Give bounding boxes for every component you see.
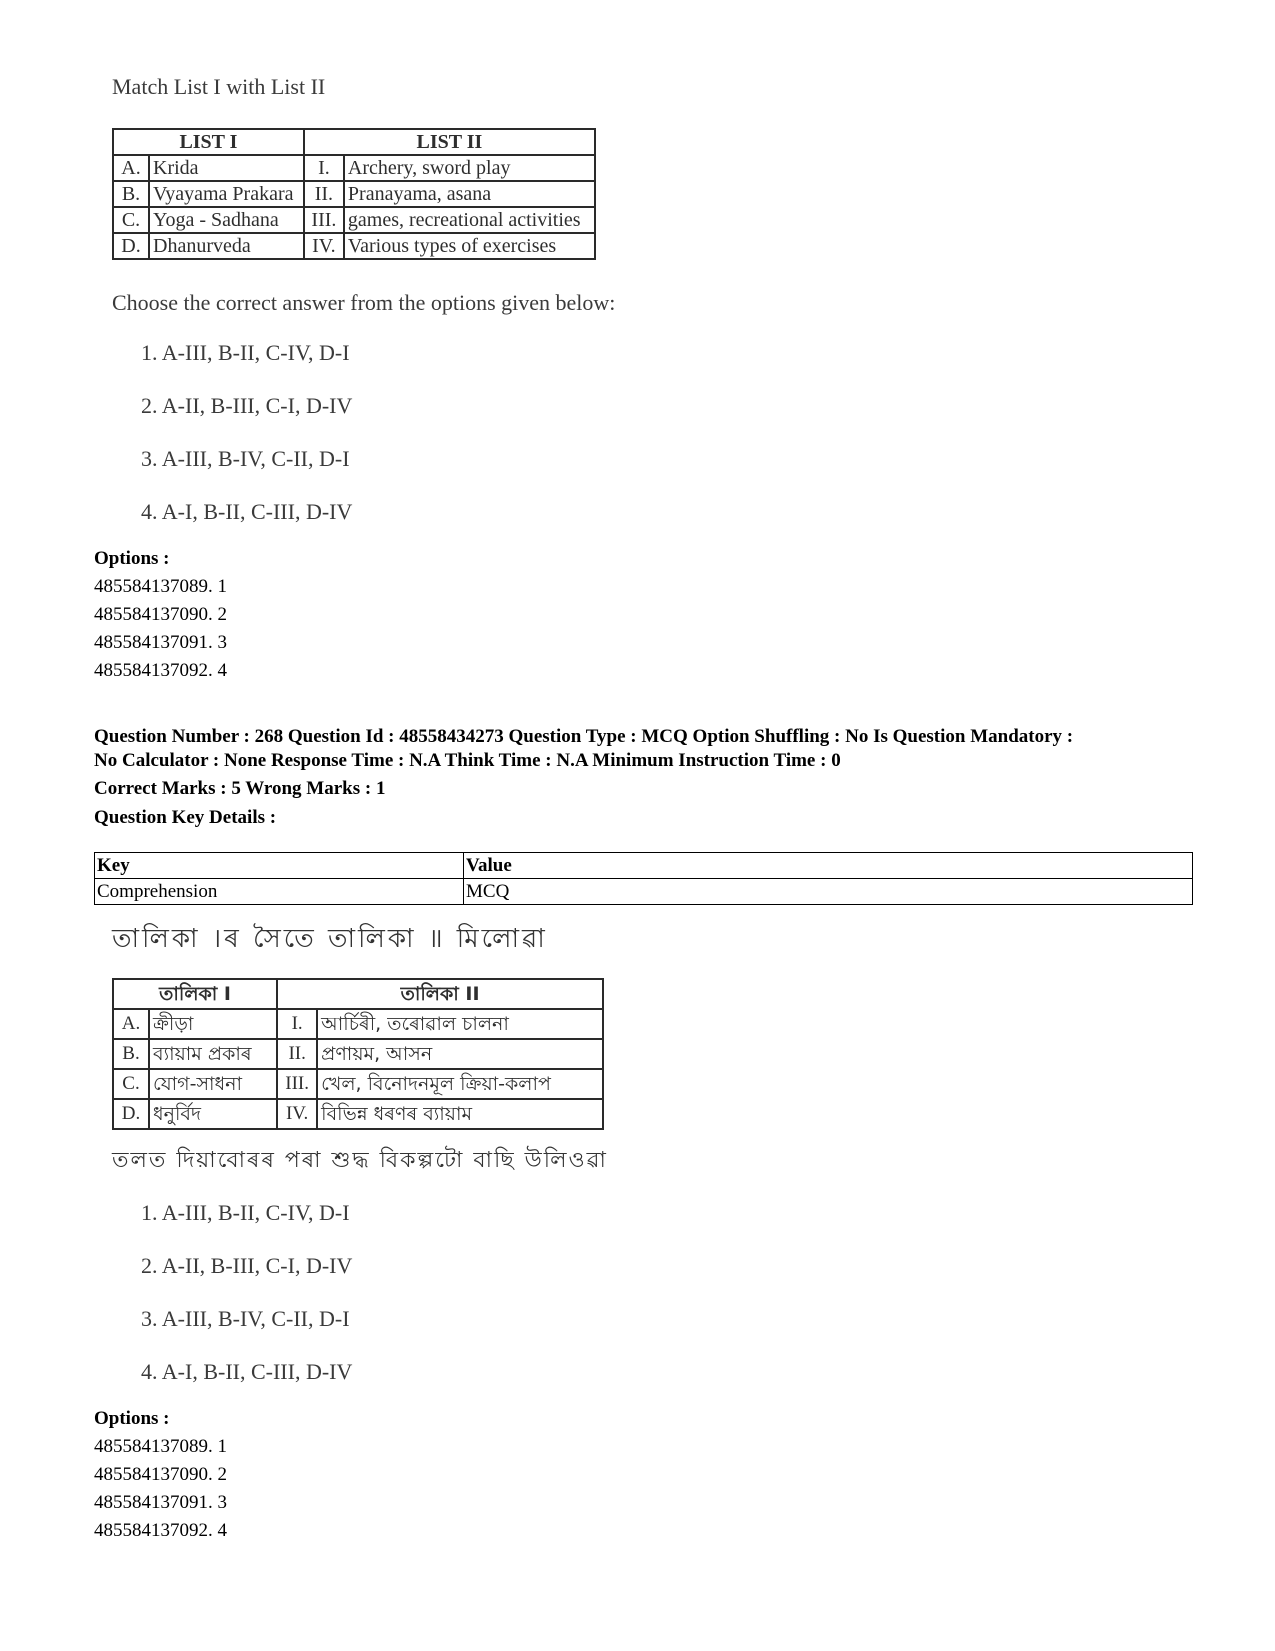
row-letter: D. [113,1099,149,1129]
list-1-item: Krida [149,155,304,181]
table-row [113,181,595,207]
question-intro: Match List I with List II [112,74,326,99]
list-2-header: তালিকা II [277,979,603,1009]
choice-2: 2. A-II, B-III, C-I, D-IV [141,393,353,418]
table-row [113,1009,603,1039]
row-numeral: II. [277,1039,317,1069]
option-item: 485584137092. 4 [94,660,227,681]
choice-1: 1. A-III, B-II, C-IV, D-I [141,1200,350,1225]
choice-3: 3. A-III, B-IV, C-II, D-I [141,446,350,471]
option-item: 485584137089. 1 [94,1436,227,1457]
table-row [113,233,595,259]
choice-1: 1. A-III, B-II, C-IV, D-I [141,340,350,365]
row-letter: A. [113,1009,149,1039]
list-1-header: তালিকা I [113,979,277,1009]
table-row [113,155,595,181]
key-details-label: Question Key Details : [94,807,277,828]
option-item: 485584137091. 3 [94,632,227,653]
table-row [113,1099,603,1129]
list-1-header: LIST I [113,129,304,155]
row-numeral: I. [277,1009,317,1039]
row-letter: C. [113,1069,149,1099]
option-item: 485584137091. 3 [94,1492,227,1513]
row-numeral: III. [304,207,344,233]
table-row [113,1069,603,1099]
match-table [112,128,596,260]
option-item: 485584137090. 2 [94,604,227,625]
option-item: 485584137089. 1 [94,576,227,597]
choice-4: 4. A-I, B-II, C-III, D-IV [141,499,353,524]
choice-2: 2. A-II, B-III, C-I, D-IV [141,1253,353,1278]
list-1-item: Yoga - Sadhana [149,207,304,233]
value-header: Value [464,853,1193,879]
marks-line: Correct Marks : 5 Wrong Marks : 1 [94,778,386,799]
table-row [113,207,595,233]
list-1-item: Dhanurveda [149,233,304,259]
question-intro-assamese: তালিকা ।ৰ সৈতে তালিকা ॥ মিলোৱা [112,924,548,954]
row-numeral: IV. [277,1099,317,1129]
list-1-item: Vyayama Prakara [149,181,304,207]
list-2-item: খেল, বিনোদনমূল ক্রিয়া-কলাপ [317,1069,603,1099]
table-row [113,1039,603,1069]
key-details-table [94,852,1193,905]
row-letter: A. [113,155,149,181]
list-1-item: ব্যায়াম প্রকাৰ [149,1039,277,1069]
row-letter: C. [113,207,149,233]
row-letter: B. [113,181,149,207]
instruction-text-assamese: তলত দিয়াবোৰৰ পৰা শুদ্ধ বিকল্পটো বাছি উলিওৱা [112,1148,608,1173]
row-numeral: I. [304,155,344,181]
choice-3: 3. A-III, B-IV, C-II, D-I [141,1306,350,1331]
row-letter: B. [113,1039,149,1069]
list-1-item: ধনুৰ্বিদ [149,1099,277,1129]
row-numeral: II. [304,181,344,207]
match-table-assamese [112,978,604,1130]
list-1-item: ক্রীড়া [149,1009,277,1039]
list-2-header: LIST II [304,129,595,155]
list-2-item: বিভিন্ন ধৰণৰ ব্যায়াম [317,1099,603,1129]
question-header-line-1: Question Number : 268 Question Id : 48558434273 Question Type : MCQ Option Shuffling : No Is Question Mandatory : [94,726,1074,747]
choice-4: 4. A-I, B-II, C-III, D-IV [141,1359,353,1384]
question-header-line-2: No Calculator : None Response Time : N.A Think Time : N.A Minimum Instruction Time : 0 [94,750,841,771]
list-2-item: Various types of exercises [344,233,595,259]
value-cell: MCQ [464,879,1193,905]
key-header: Key [95,853,464,879]
list-2-item: Pranayama, asana [344,181,595,207]
row-numeral: IV. [304,233,344,259]
option-item: 485584137090. 2 [94,1464,227,1485]
list-2-item: Archery, sword play [344,155,595,181]
row-numeral: III. [277,1069,317,1099]
options-label: Options : [94,548,170,569]
option-item: 485584137092. 4 [94,1520,227,1541]
options-label: Options : [94,1408,170,1429]
list-2-item: games, recreational activities [344,207,595,233]
list-2-item: প্রণায়ম, আসন [317,1039,603,1069]
instruction-text: Choose the correct answer from the options given below: [112,290,616,315]
list-1-item: যোগ-সাধনা [149,1069,277,1099]
row-letter: D. [113,233,149,259]
list-2-item: আৰ্চিৰী, তৰোৱাল চালনা [317,1009,603,1039]
key-cell: Comprehension [95,879,464,905]
